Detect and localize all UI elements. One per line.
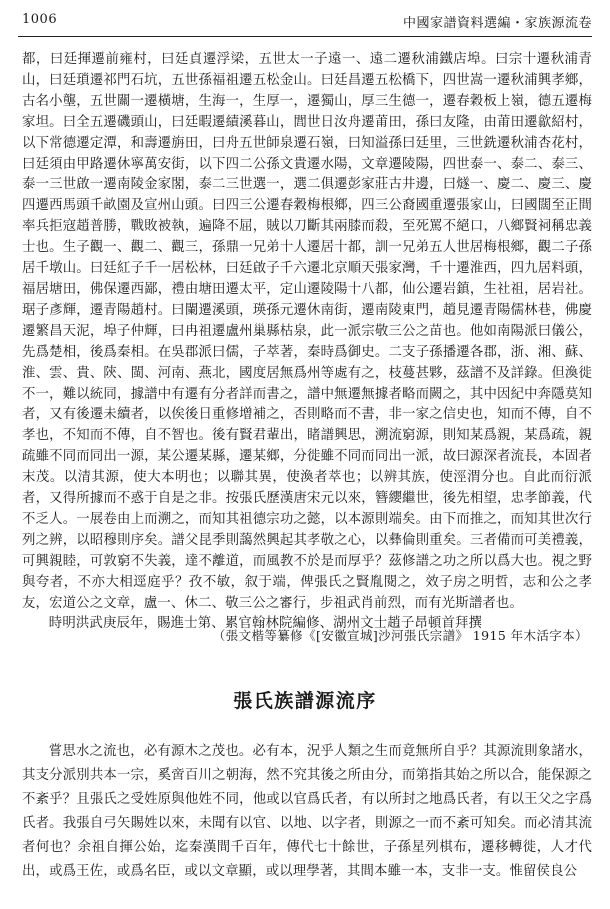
preface-byline: 時明洪武庚辰年，賜進士第、累官翰林院編修、湖州文士趙子昂頓首拜撰 (48, 616, 483, 632)
article-paragraph: 嘗思水之流也，必有源木之茂也。必有本，況乎人類之生而竟無所自乎？其源流則象諸水，其支分派別共本一宗，奚啻百川之朝海，然不究其後之所由分，而第指其始之所以合，能保源之不紊乎？且張氏之受姓原與他姓不同，他或以官爲氏者，有以所封之地爲氏者，有以王父之字爲氏者。我張自弓矢賜姓以來，未聞有以官、以地、以字者，則源之一而不紊可知矣。而必清其流者何也？余祖自揮公始，迄秦漢間千百年，傳代七十餘世，子孫星列棋布，遷移轉徙，人才代出，或爲王佐，或爲名臣，或以文章顯，或以理學著，其間本雖一本，支非一支。惟留侯良公 (22, 744, 592, 879)
source-citation: （張文楷等纂修《[安徽宣城]沙河張氏宗譜》 1915 年木活字本） (212, 628, 588, 643)
article-text (22, 740, 592, 884)
preface-text (22, 50, 592, 635)
page-number: 1006 (22, 12, 58, 27)
page-header (0, 0, 610, 42)
running-head: 中國家譜資料選編・家族源流卷 (402, 16, 592, 31)
header-rule (18, 36, 592, 37)
article-title: 張氏族譜源流序 (233, 690, 377, 712)
preface-paragraph: 都，曰廷揮遷前雍村，曰廷貞遷浮梁，五世太一子遠一、遠二遷秋浦鐵店埠。曰宗十遷秋浦青山，曰廷瑣遷祁門石坑，五世孫福祖遷五松金山。曰廷昌遷五松橋下，四世嵩一遷秋浦興孝鄉，古名小壟，五世關一遷橫塘，生海一，生厚一，遷獨山，厚三生德一，遷春穀板上嶺，德五遷梅家坦。曰全五遷磯頭山，曰廷暇遷績溪暮山，閭世日汝舟遷莆田，孫曰友隆，由莆田遷歙紹村，以下常德遷定潭，和壽遷旃田，曰舟五世師泉遷石嶺，曰知溢孫曰廷里，三世銑遷秋浦杏花村，曰廷須由甲路遷休寧萬安街，以下四二公孫文貴遷水陽，文章遷陵陽，四世泰一、泰二、泰三、泰一三世啟一遷南陵金家閣，泰二三世選一，選二俱遷彭家莊古井邊，曰燧一、慶二、慶三、慶四遷西馬頭千畝園及宣州山頭。曰四三公遷春穀梅根鄉，四三公裔國重遷張家山，曰國闊至正間率兵拒寇趙普勝，戰敗被執，遍降不屈，賊以刀斷其兩膝而殺，至死罵不絕口，八鄉賢祠稱忠義士也。生子觀一、觀二、觀三，孫鼎一兄弟十人遷居十都，訓一兄弟五人世居梅根鄉，觀二子孫居千墩山。曰廷紅子千一居松林，曰廷啟子千六遷北京順天張家灣，千十遷淮西，四九居料頭，福居塘田，佛保遷西鄙，禮由塘田遷太平，定山遷陵陽十八都，仙公遷岩鎮，生社祖，居岩社。琚子彥輝，遷青陽趙村。曰闌遷溪頭，瑛孫元遷休南街，遷南陵東門，趙見遷青陽儒林巷，佛慶遷繁昌天泥，埠子仲輝，曰冉祖遷盧州巢縣枯泉，此一派宗敬三公之苗也。他如南陽派曰儀公，先爲楚相，後爲秦相。在吳郡派曰儒，子萃著，秦時爲御史。二支子孫播遷各郡，浙、湘、蘇、淮、雲、貴、陝、閩、河南、燕北，國度居無爲州等處有之，枝蔓甚夥，茲譜不及詳錄。但渙徙不一，難以統同，據譜中有遷有分者詳而書之，譜中無遷無據者略而闕之，其中因紀中奔隱莫知者，又有後遷未續者，以俟後日重修增補之，否則略而不書，非一家之信史也，知而不傳，自不孝也，不知而不傳，自不智也。後有賢君輩出，睹譜興思，溯流窮源，則知某爲親，某爲疏，親疏雖不同而同出一源，某公遷某縣，遷某鄉，分徙雖不同而同出一派，故曰源深者流長，本固者末茂。以清其源，使大本明也；以聯其異，使渙者萃也；以辨其族，使涇渭分也。自此而衍派者，又得所據而不惑于自是之非。按張氏歷漢唐宋元以來，簪纓繼世，後先相望，忠孝節義，代不乏人。一展卷由上而溯之，而知其祖德宗功之懿，以本源則端矣。由下而推之，而知其世次行列之辨，以昭穆則序矣。譜父昆季則藹然興起其孝敬之心，以彝倫則重矣。三者備而可美禮義，可興親睦，可敦窮不失義，達不離道，而風教不於是而厚乎？茲修譜之功之所以爲大也。視之野與夸者，不亦大相逕庭乎？孜不敏，叙于端，俾張氏之賢胤閱之，效子房之明哲，志和公之孝友，宏道公之文章，盧一、休二、敬三公之審行，步祖武肖前烈，而有光斯譜者也。 (22, 52, 592, 611)
